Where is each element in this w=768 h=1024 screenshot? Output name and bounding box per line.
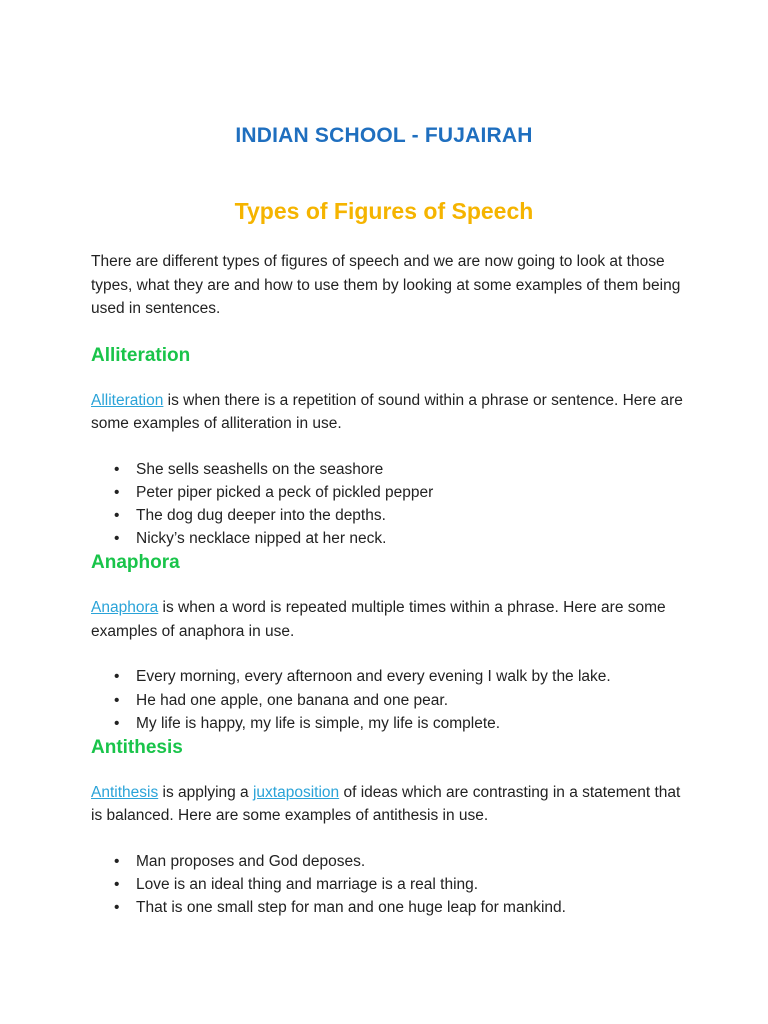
section-antithesis: [91, 735, 691, 920]
list-item: • Love is an ideal thing and marriage is a real thing.: [136, 873, 691, 896]
document-body: [91, 250, 691, 920]
example-list-antithesis: [91, 850, 691, 920]
link-juxtaposition[interactable]: juxtaposition: [252, 783, 340, 801]
list-item: • She sells seashells on the seashore: [136, 458, 691, 481]
section-alliteration: [91, 343, 691, 551]
list-item: • He had one apple, one banana and one pear.: [136, 689, 691, 712]
list-item: • Man proposes and God deposes.: [136, 850, 691, 873]
section-heading-antithesis: Antithesis: [91, 736, 183, 758]
link-alliteration[interactable]: Alliteration: [91, 391, 164, 409]
definition-anaphora: [91, 596, 691, 643]
list-item: • Every morning, every afternoon and every evening I walk by the lake.: [136, 665, 691, 688]
list-item: • Peter piper picked a peck of pickled pepper: [136, 481, 691, 504]
section-heading-anaphora: Anaphora: [91, 552, 180, 574]
example-list-anaphora: [91, 665, 691, 735]
definition-alliteration: [91, 389, 691, 436]
definition-antithesis: [91, 781, 691, 828]
definition-text: is when a word is repeated multiple times within a phrase. Here are some examples of anaphora in use.: [91, 599, 666, 640]
example-list-alliteration: [91, 458, 691, 551]
definition-text: is when there is a repetition of sound within a phrase or sentence. Here are some examples of alliteration in use.: [91, 391, 683, 432]
link-anaphora[interactable]: Anaphora: [91, 599, 159, 617]
list-item: • My life is happy, my life is simple, my life is complete.: [136, 712, 691, 735]
definition-text: of ideas which are contrasting in a statement that is balanced. Here are some examples of antithesis in use.: [91, 783, 681, 825]
link-antithesis[interactable]: Antithesis: [91, 783, 159, 801]
list-item: • Nicky’s necklace nipped at her neck.: [136, 527, 691, 550]
school-title: INDIAN SCHOOL - FUJAIRAH: [235, 124, 533, 147]
list-item: • The dog dug deeper into the depths.: [136, 504, 691, 527]
section-anaphora: [91, 550, 691, 735]
intro-paragraph: There are different types of figures of speech and we are now going to look at those types, what they are and how to use them by looking at some examples of them being used in sentences.: [91, 253, 681, 317]
section-heading-alliteration: Alliteration: [91, 344, 191, 366]
document-title: Types of Figures of Speech: [234, 198, 534, 224]
definition-text: is applying a: [158, 783, 253, 801]
list-item: • That is one small step for man and one huge leap for mankind.: [136, 896, 691, 919]
